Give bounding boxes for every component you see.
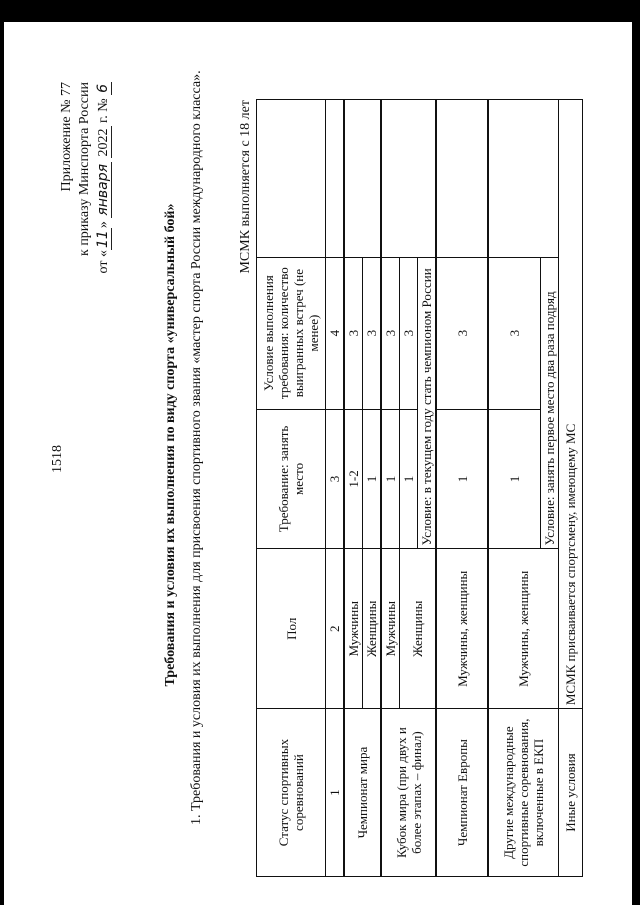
- status-cell: Иные условия: [558, 709, 582, 877]
- empty-cell: [436, 100, 488, 258]
- table-row: [488, 100, 540, 877]
- header-empty: [257, 100, 326, 258]
- date-year: 2022: [96, 128, 111, 157]
- sex-cell: Женщины: [400, 549, 437, 709]
- appendix-header: [58, 82, 113, 273]
- place-cell: 1: [400, 409, 418, 549]
- table-header-row: [257, 100, 326, 877]
- wins-cell: 3: [381, 257, 400, 409]
- col-number-empty: [326, 100, 345, 258]
- date-day: 11: [95, 230, 111, 248]
- header-sex: Пол: [257, 549, 326, 709]
- order-number: 6: [95, 84, 111, 93]
- header-place: Требование: занять место: [257, 409, 326, 549]
- wins-cell: 3: [488, 257, 540, 409]
- intro-paragraph: 1. Требования и условия их выполнения для присвоения спортивного звания «мастер спорта России международного класса».: [189, 70, 204, 825]
- wins-cell: 3: [344, 257, 363, 409]
- place-cell: 1: [436, 409, 488, 549]
- empty-cell: [488, 100, 558, 258]
- condition-cell: Условие: занять первое место два раза подряд: [540, 257, 558, 549]
- requirements-table: [256, 99, 583, 877]
- appendix-line1: Приложение № 77: [59, 82, 74, 192]
- place-cell: 1: [363, 409, 382, 549]
- col-number: 1: [326, 709, 345, 877]
- col-number: 3: [326, 409, 345, 549]
- misc-condition-cell: МСМК присваивается спортсмену, имеющему МС: [558, 100, 582, 709]
- empty-cell: [381, 100, 436, 258]
- date-suffix: г. №: [96, 98, 111, 123]
- date-mid: »: [96, 221, 111, 229]
- status-cell: Чемпионат мира: [344, 709, 381, 877]
- place-cell: 1: [381, 409, 400, 549]
- status-cell: Чемпионат Европы: [436, 709, 488, 877]
- date-prefix: от «: [96, 250, 111, 274]
- sex-cell: Мужчины: [381, 549, 400, 709]
- sex-cell: Женщины: [363, 549, 382, 709]
- sex-cell: Мужчины, женщины: [436, 549, 488, 709]
- wins-cell: 3: [400, 257, 418, 409]
- table-row: [436, 100, 488, 877]
- sex-cell: Мужчины: [344, 549, 363, 709]
- sex-cell: Мужчины, женщины: [488, 549, 558, 709]
- wins-cell: 3: [436, 257, 488, 409]
- appendix-line2: к приказу Минспорта России: [77, 82, 92, 256]
- place-cell: 1-2: [344, 409, 363, 549]
- empty-cell: [344, 100, 381, 258]
- page-number: 1518: [50, 445, 65, 473]
- table-number-row: [326, 100, 345, 877]
- table-row: [344, 100, 363, 877]
- wins-cell: 3: [363, 257, 382, 409]
- col-number: 4: [326, 257, 345, 409]
- date-month: января: [95, 163, 111, 216]
- place-cell: 1: [488, 409, 540, 549]
- page-title: Требования и условия их выполнения по виду спорта «универсальный бой»: [163, 203, 178, 687]
- table-row: [558, 100, 582, 877]
- age-caption: МСМК выполняется с 18 лет: [238, 100, 253, 274]
- table-row: [381, 100, 400, 877]
- status-cell: Другие международные спортивные соревнования, включенные в ЕКП: [488, 709, 558, 877]
- col-number: 2: [326, 549, 345, 709]
- appendix-date-line: [94, 82, 113, 273]
- header-wins: Условие выполнения требования: количество выигранных встреч (не менее): [257, 257, 326, 409]
- status-cell: Кубок мира (при двух и более этапах – финал): [381, 709, 436, 877]
- condition-cell: Условие: в текущем году стать чемпионом России: [418, 257, 437, 549]
- header-status: Статус спортивных соревнований: [257, 709, 326, 877]
